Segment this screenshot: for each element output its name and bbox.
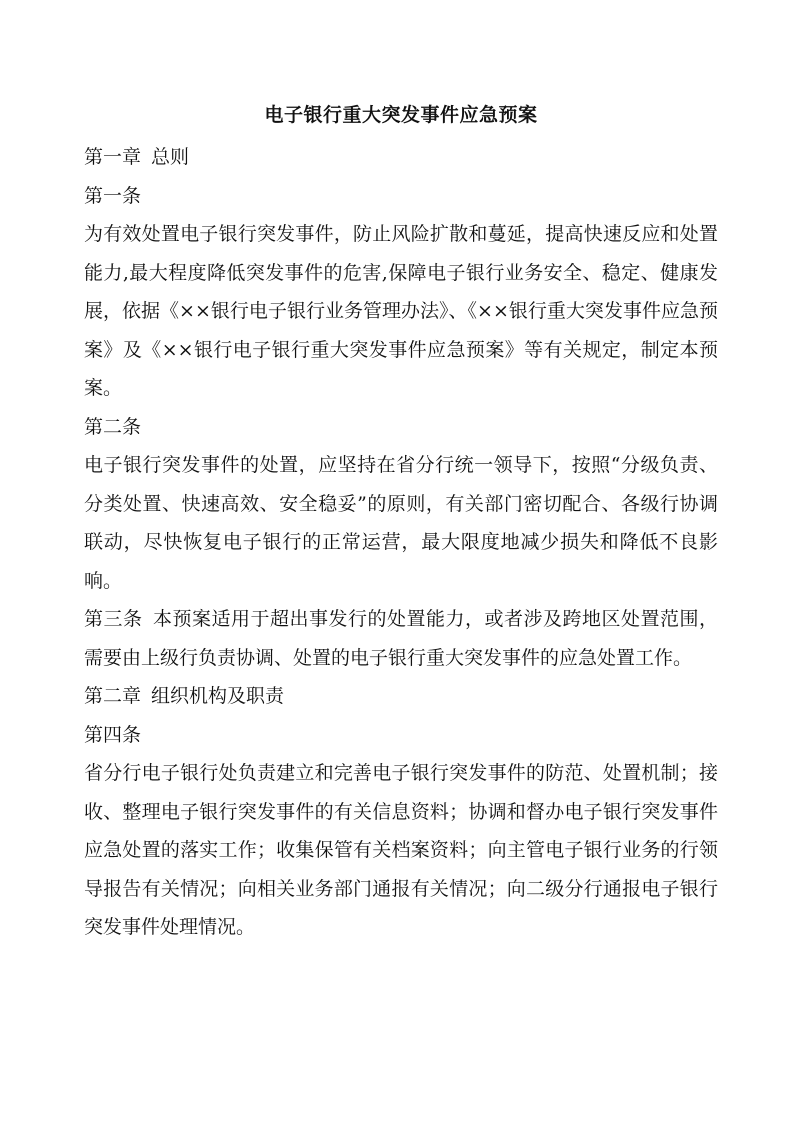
article-text-3: 本预案适用于超出事发行的处置能力，或者涉及跨地区处置范围，需要由上级行负责协调、处置的电子银行重大突发事件的应急处置工作。: [84, 608, 718, 669]
chapter-heading-1: [84, 138, 718, 177]
article-label-4: 第四条: [84, 723, 142, 746]
chapter-name: 总则: [151, 146, 190, 168]
article-label-3: 第三条: [84, 608, 143, 630]
chapter-heading-2: [84, 677, 718, 716]
document-title: 电子银行重大突发事件应急预案: [264, 104, 538, 126]
article-label-2: 第二条: [84, 415, 142, 438]
article-label-1: 第一条: [84, 184, 142, 207]
chapter-number: 第二章: [84, 685, 142, 707]
article-text-2: 电子银行突发事件的处置，应坚持在省分行统一领导下，按照“分级负责、分类处置、快速高效、安全稳妥”的原则，有关部门密切配合、各级行协调联动，尽快恢复电子银行的正常运营，最大限度地减少损失和降低不良影响。: [84, 454, 718, 592]
article-3: [84, 600, 718, 677]
article-text-1: 为有效处置电子银行突发事件，防止风险扩散和蔓延，提高快速反应和处置能力,最大程度降低突发事件的危害,保障电子银行业务安全、稳定、健康发展，依据《××银行电子银行业务管理办法》、《××银行重大突发事件应急预案》及《××银行电子银行重大突发事件应急预案》等有关规定，制定本预案。: [84, 223, 718, 399]
chapter-number: 第一章: [84, 146, 142, 168]
article-text-4: 省分行电子银行处负责建立和完善电子银行突发事件的防范、处置机制；接收、整理电子银行突发事件的有关信息资料；协调和督办电子银行突发事件应急处置的落实工作；收集保管有关档案资料；向主管电子银行业务的行领导报告有关情况；向相关业务部门通报有关情况；向二级分行通报电子银行突发事件处理情况。: [84, 762, 718, 938]
chapter-name: 组织机构及职责: [151, 685, 285, 707]
